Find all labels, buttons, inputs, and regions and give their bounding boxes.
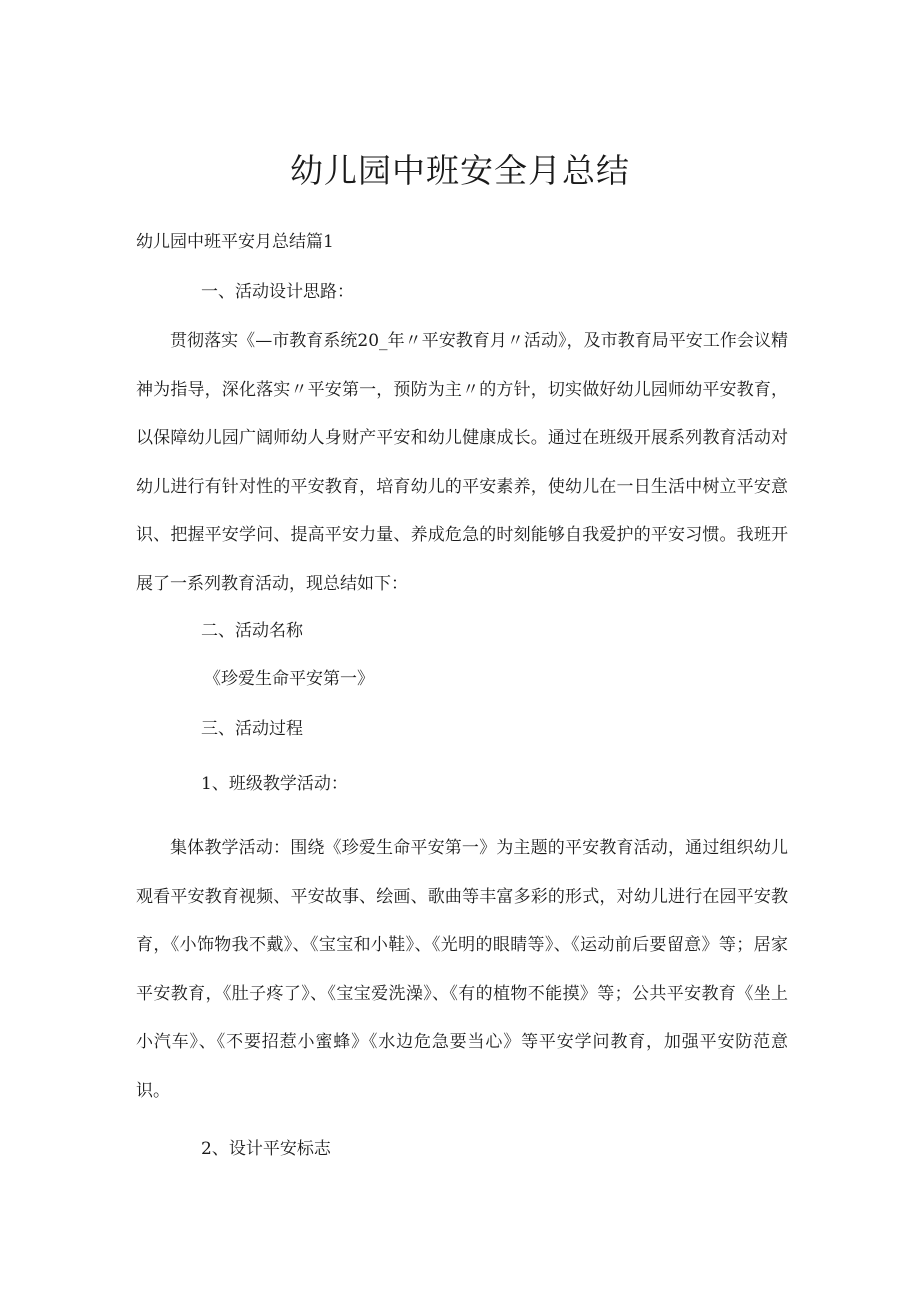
paragraph-design-idea: 贯彻落实《—市教育系统20_年〃平安教育月〃活动》，及市教育局平安工作会议精神为指导，深化落实〃平安第一，预防为主〃的方针，切实做好幼儿园师幼平安教育，以保障幼儿园广阔师幼人身财产平安和幼儿健康成长。通过在班级开展系列教育活动对幼儿进行有针对性的平安教育，培育幼儿的平安素养，使幼儿在一日生活中树立平安意识、把握平安学问、提高平安力量、养成危急的时刻能够自我爱护的平安习惯。我班开展了一系列教育活动，现总结如下： <box>136 331 788 594</box>
subsection-heading-class-teaching: 1、班级教学活动： <box>201 774 348 794</box>
activity-name: 《珍爱生命平安第一》 <box>204 669 374 689</box>
section-heading-activity-name: 二、活动名称 <box>201 621 303 641</box>
page-title: 幼儿园中班安全月总结 <box>290 151 630 190</box>
section-heading-design-idea: 一、活动设计思路： <box>201 282 354 302</box>
subsection-heading-safety-signs: 2、设计平安标志 <box>201 1139 331 1159</box>
section-heading-activity-process: 三、活动过程 <box>201 719 303 739</box>
document-subtitle: 幼儿园中班平安月总结篇1 <box>136 232 334 252</box>
paragraph-class-teaching: 集体教学活动：围绕《珍爱生命平安第一》为主题的平安教育活动，通过组织幼儿观看平安教育视频、平安故事、绘画、歌曲等丰富多彩的形式，对幼儿进行在园平安教育，《小饰物我不戴》、《宝宝和小鞋》、《光明的眼睛等》、《运动前后要留意》等；居家平安教育，《肚子疼了》、《宝宝爱洗澡》、《有的植物不能摸》等；公共平安教育《坐上小汽车》、《不要招惹小蜜蜂》《水边危急要当心》等平安学问教育，加强平安防范意识。 <box>136 838 788 1101</box>
